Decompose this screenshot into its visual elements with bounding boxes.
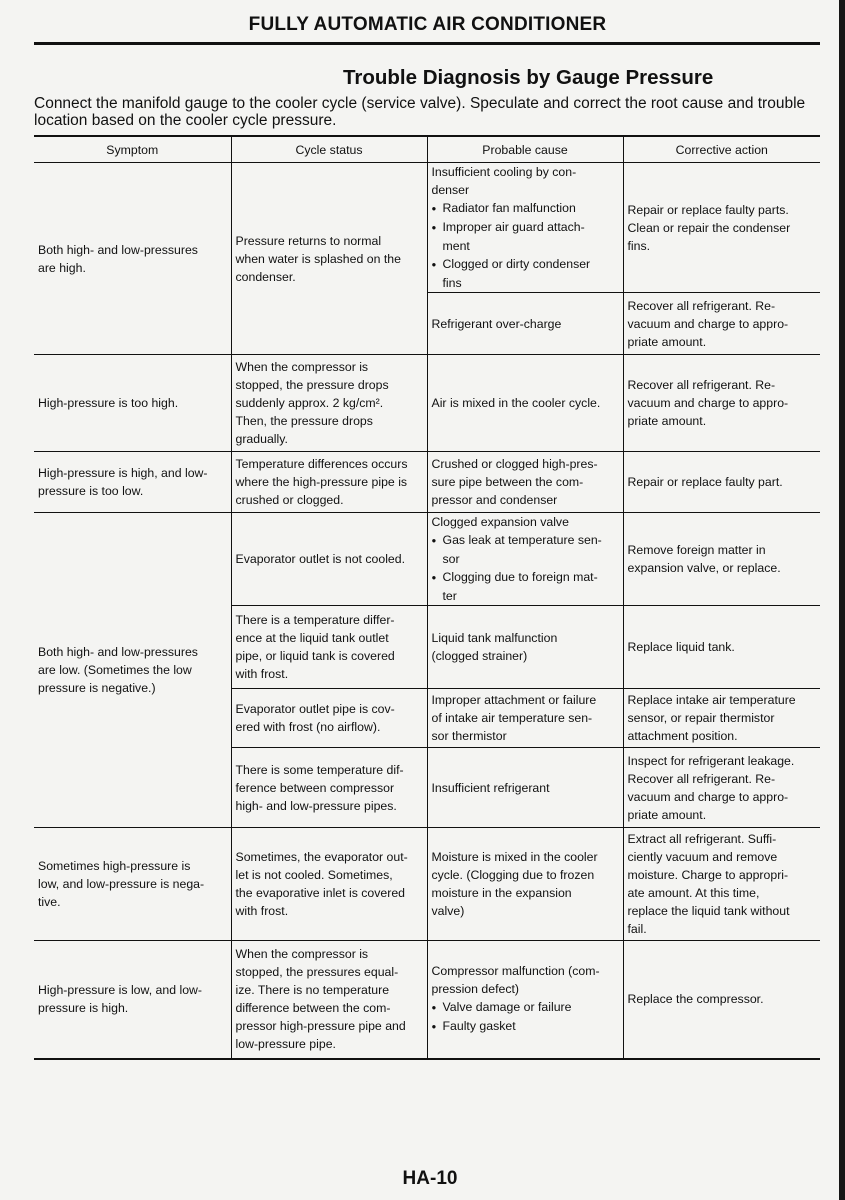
cause-bullet-list bbox=[432, 998, 619, 1036]
cycle-status-cell bbox=[231, 513, 427, 606]
probable-cause-text: Improper attachment or failure of intake air temperature sen- sor thermistor bbox=[431, 693, 597, 743]
symptom-cell bbox=[34, 941, 231, 1059]
cycle-status-text: When the compressor is stopped, the pressure drops suddenly approx. 2 kg/cm². Then, the pressure drops gradually. bbox=[235, 360, 389, 446]
cause-bullet-item bbox=[432, 218, 619, 255]
symptom-cell bbox=[34, 163, 231, 355]
corrective-action-cell bbox=[623, 689, 820, 748]
cause-bullet-text: Improper air guard attach- ment bbox=[442, 220, 585, 253]
cycle-status-cell bbox=[231, 941, 427, 1059]
corrective-action-text: Repair or replace faulty part. bbox=[627, 475, 783, 489]
symptom-text: High-pressure is high, and low- pressure is too low. bbox=[38, 466, 208, 498]
cause-bullet-text: Valve damage or failure bbox=[442, 1000, 572, 1015]
table-row bbox=[34, 163, 820, 293]
corrective-action-text: Replace intake air temperature sensor, or repair thermistor attachment position. bbox=[627, 693, 796, 743]
cause-bullet-item bbox=[432, 1017, 619, 1036]
probable-cause-text: Moisture is mixed in the cooler cycle. (Clogging due to frozen moisture in the expansion valve) bbox=[431, 850, 598, 918]
cause-bullet-text: Clogged or dirty condenser fins bbox=[442, 257, 591, 290]
corrective-action-cell bbox=[623, 163, 820, 293]
cycle-status-text: When the compressor is stopped, the pressures equal- ize. There is no temperature difference between the com- pressor high-pressure pipe and low-pressure pipe. bbox=[235, 947, 406, 1052]
probable-cause-text: Air is mixed in the cooler cycle. bbox=[431, 396, 601, 410]
probable-cause-cell bbox=[427, 606, 623, 689]
corrective-action-cell bbox=[623, 606, 820, 689]
probable-cause-cell bbox=[427, 513, 623, 606]
corrective-action-cell bbox=[623, 828, 820, 941]
probable-cause-text: Refrigerant over-charge bbox=[431, 316, 562, 331]
corrective-action-text: Replace liquid tank. bbox=[627, 640, 735, 654]
table-row bbox=[34, 828, 820, 941]
cycle-status-text: Temperature differences occurs where the high-pressure pipe is crushed or clogged. bbox=[235, 457, 408, 507]
symptom-text: High-pressure is low, and low- pressure is high. bbox=[38, 983, 203, 1016]
probable-cause-cell bbox=[427, 689, 623, 748]
cycle-status-cell bbox=[231, 828, 427, 941]
cause-bullet-text: Gas leak at temperature sen- sor bbox=[442, 533, 602, 566]
cause-bullet-text: Radiator fan malfunction bbox=[442, 201, 576, 215]
cycle-status-cell bbox=[231, 689, 427, 748]
cycle-status-text: Evaporator outlet is not cooled. bbox=[235, 552, 406, 566]
corrective-action-cell bbox=[623, 355, 820, 452]
probable-cause-cell bbox=[427, 293, 623, 355]
probable-cause-text: Crushed or clogged high-pres- sure pipe between the com- pressor and condenser bbox=[431, 457, 598, 507]
symptom-text: Both high- and low-pressures are high. bbox=[38, 242, 198, 275]
probable-cause-text: Insufficient refrigerant bbox=[431, 780, 550, 795]
intro-paragraph: Connect the manifold gauge to the cooler cycle (service valve). Speculate and correct the root cause and trouble location based on the cooler cycle pressure. bbox=[34, 95, 806, 129]
cause-bullet-item bbox=[432, 199, 619, 218]
cycle-status-text: Pressure returns to normal when water is splashed on the condenser. bbox=[235, 233, 401, 284]
cycle-status-cell bbox=[231, 606, 427, 689]
probable-cause-cell bbox=[427, 748, 623, 828]
corrective-action-text: Extract all refrigerant. Suffi- ciently vacuum and remove moisture. Charge to appropri- ate amount. At this time, replace the liquid tank without fail. bbox=[627, 832, 790, 936]
header-symptom: Symptom bbox=[34, 137, 231, 163]
header-rule bbox=[34, 42, 820, 45]
table-row bbox=[34, 452, 820, 513]
corrective-action-text: Repair or replace faulty parts. Clean or repair the condenser fins. bbox=[627, 202, 791, 253]
symptom-cell bbox=[34, 452, 231, 513]
cause-bullet-item bbox=[432, 531, 619, 568]
symptom-text: Both high- and low-pressures are low. (Sometimes the low pressure is negative.) bbox=[38, 645, 198, 695]
page-number: HA-10 bbox=[402, 1168, 458, 1189]
cause-bullet-item bbox=[432, 568, 619, 605]
symptom-cell bbox=[34, 828, 231, 941]
symptom-cell bbox=[34, 355, 231, 452]
cause-bullet-list bbox=[432, 531, 619, 605]
probable-cause-cell bbox=[427, 163, 623, 293]
symptom-cell bbox=[34, 513, 231, 828]
corrective-action-text: Inspect for refrigerant leakage. Recover all refrigerant. Re- vacuum and charge to appro- priate amount. bbox=[627, 753, 795, 822]
header-cycle-status: Cycle status bbox=[231, 137, 427, 163]
cycle-status-cell bbox=[231, 163, 427, 355]
symptom-text: Sometimes high-pressure is low, and low-pressure is nega- tive. bbox=[38, 859, 205, 909]
symptom-text: High-pressure is too high. bbox=[38, 396, 179, 410]
corrective-action-cell bbox=[623, 941, 820, 1059]
corrective-action-text: Recover all refrigerant. Re- vacuum and charge to appro- priate amount. bbox=[627, 298, 789, 349]
table-row bbox=[34, 941, 820, 1059]
probable-cause-cell bbox=[427, 828, 623, 941]
cycle-status-text: There is a temperature differ- ence at the liquid tank outlet pipe, or liquid tank is covered with frost. bbox=[235, 613, 395, 681]
corrective-action-cell bbox=[623, 513, 820, 606]
cycle-status-text: Sometimes, the evaporator out- let is not cooled. Sometimes, the evaporative inlet is covered with frost. bbox=[235, 850, 408, 918]
probable-cause-cell bbox=[427, 941, 623, 1059]
cycle-status-cell bbox=[231, 748, 427, 828]
cycle-status-text: There is some temperature dif- ference between compressor high- and low-pressure pipes. bbox=[235, 762, 404, 813]
corrective-action-text: Replace the compressor. bbox=[627, 992, 764, 1007]
corrective-action-text: Remove foreign matter in expansion valve, or replace. bbox=[627, 543, 781, 575]
corrective-action-cell bbox=[623, 293, 820, 355]
page-header-title: FULLY AUTOMATIC AIR CONDITIONER bbox=[248, 14, 607, 35]
probable-cause-text: Liquid tank malfunction (clogged strainer) bbox=[431, 631, 558, 663]
corrective-action-text: Recover all refrigerant. Re- vacuum and charge to appro- priate amount. bbox=[627, 378, 789, 428]
probable-cause-text: Clogged expansion valve bbox=[431, 515, 569, 529]
probable-cause-cell bbox=[427, 452, 623, 513]
cause-bullet-item bbox=[432, 998, 619, 1017]
corrective-action-cell bbox=[623, 748, 820, 828]
header-probable-cause: Probable cause bbox=[427, 137, 623, 163]
header-corrective-action: Corrective action bbox=[623, 137, 820, 163]
probable-cause-text: Insufficient cooling by con- denser bbox=[431, 165, 577, 197]
cycle-status-cell bbox=[231, 355, 427, 452]
page-edge-bar bbox=[839, 0, 845, 1200]
probable-cause-text: Compressor malfunction (com- pression defect) bbox=[431, 964, 600, 997]
cycle-status-text: Evaporator outlet pipe is cov- ered with frost (no airflow). bbox=[235, 702, 395, 734]
table-body bbox=[34, 163, 820, 1059]
diagnosis-table bbox=[34, 137, 820, 1060]
cause-bullet-text: Faulty gasket bbox=[442, 1019, 516, 1034]
table-row bbox=[34, 513, 820, 606]
probable-cause-cell bbox=[427, 355, 623, 452]
section-title: Trouble Diagnosis by Gauge Pressure bbox=[343, 66, 714, 89]
cause-bullet-text: Clogging due to foreign mat- ter bbox=[442, 570, 598, 603]
table-header-row bbox=[34, 137, 820, 163]
table-row bbox=[34, 355, 820, 452]
corrective-action-cell bbox=[623, 452, 820, 513]
cycle-status-cell bbox=[231, 452, 427, 513]
cause-bullet-list bbox=[432, 199, 619, 292]
cause-bullet-item bbox=[432, 255, 619, 292]
